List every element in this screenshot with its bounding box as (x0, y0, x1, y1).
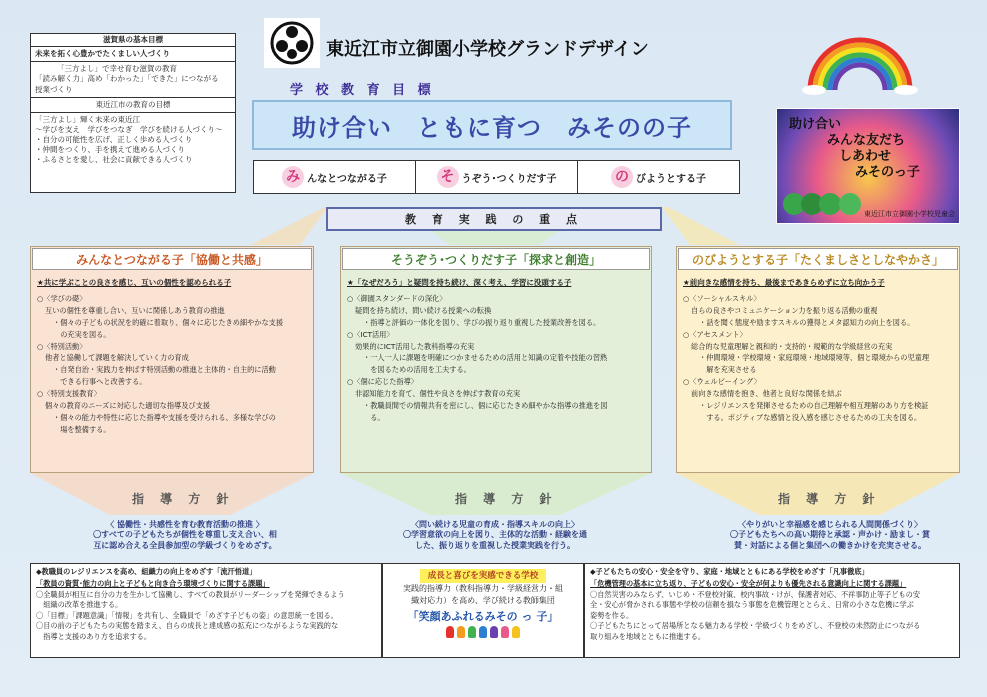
column-line: ○〈特別支援教育〉 (37, 389, 101, 398)
funnel-top-3 (662, 207, 740, 245)
illu-line: しあわせ (839, 149, 892, 164)
illu-line: みんな友だち (827, 133, 906, 148)
column-line: 非認知能力を育て、個性や良さを伸ばす教育の充実 (355, 389, 521, 398)
guidance-label: 指 導 方 針 (778, 492, 881, 506)
column-line: ・個々の能力や特性に応じた指導や支援を受けられる、多様な学びの (53, 412, 276, 422)
guidance-line: した、振り返りを重視した授業実践を行う。 (415, 540, 575, 550)
school-title: 東近江市立御園小学校グランドデザイン (326, 39, 649, 60)
safety-box (584, 563, 960, 658)
city-heading: 東近江市の教育の目標 (31, 98, 235, 113)
pillar-text: うぞう･つくりだす子 (461, 173, 557, 185)
child-figure-icon (457, 626, 465, 638)
column-line: ・話を聞く態度や励ますスキルの獲得とメタ認知力の向上を図る。 (699, 317, 915, 327)
children-illustration (776, 108, 960, 224)
guidance-line: 〈問い続ける児童の育成・指導スキルの向上〉 (411, 520, 579, 529)
child-figure-icon (446, 626, 454, 638)
pillar-char: の (611, 166, 633, 188)
column-line: 総合的な児童理解と親和的・支持的・規範的な学級経営の充実 (691, 341, 893, 351)
pillar-text: びようとする子 (636, 173, 706, 185)
pillar-char: み (282, 166, 304, 188)
box-heading: 成長と喜びを実感できる学校 (420, 569, 547, 583)
guidance-line: 〇学習意欲の向上を図り、主体的な活動・経験を通 (403, 530, 587, 540)
child-figure-icon (501, 626, 509, 638)
child-figure-icon (512, 626, 520, 638)
pillar-char: そ (437, 166, 459, 188)
box-line: 全・安心が脅かされる事態や学校の信頼を損なう事態を危機管理ととらえ、日常の小さな危機に学ぶ (590, 600, 914, 610)
column-line: 解を充実させる (699, 365, 757, 375)
column-create (340, 246, 652, 473)
column-line: の充実を図る。 (53, 329, 111, 339)
focus-banner (326, 207, 662, 231)
focus-text: 教 育 実 践 の 重 点 (405, 213, 583, 226)
column-line: ○〈アセスメント〉 (683, 329, 747, 339)
box-line: 取り組みを地域とともに推進する。 (590, 631, 706, 641)
guidance-line: 〇すべての子どもたちが個性を尊重し支え合い、相 (93, 530, 277, 540)
guidance-label: 指 導 方 針 (455, 492, 558, 506)
guidance-line: 賛・対話による個と集団への働きかけを充実させる。 (734, 540, 926, 550)
city-line1: 「三方よし」輝く未来の東近江 (35, 114, 140, 124)
column-line: ○〈個に応じた指導〉 (347, 377, 418, 387)
column-line: ○〈ソーシャルスキル〉 (683, 294, 761, 303)
column-title: そうぞう･つくりだす子「探求と創造」 (342, 248, 650, 270)
column-body (677, 291, 959, 426)
tree-icon (819, 193, 841, 215)
pillar-text: んなとつながる子 (307, 173, 387, 185)
box-line: 〇「目標」「課題意識」「情報」を共有し、全職員で「めざす子どもの姿」の意思統一を図る。 (36, 610, 338, 620)
pillar-mi (254, 161, 416, 193)
rainbow-icon (800, 30, 920, 95)
city-line5: ・ふるさとを愛し、社会に貢献できる人づくり (35, 155, 193, 165)
shiga-line1: 「三方よし」で幸せ育む滋賀の教育 (57, 64, 177, 74)
shiga-line3: 授業づくり (35, 84, 73, 94)
city-line4: ・仲間をつくり、手を携えて進める人づくり (35, 145, 185, 155)
column-line: ○〈学びの礎〉 (37, 294, 87, 303)
funnel-top-1 (250, 207, 328, 245)
pillars (253, 160, 740, 194)
pillar-no (578, 161, 739, 193)
child-figure-icon (468, 626, 476, 638)
column-line: 自らの良さやコミュニケーション力を振り返る活動の重視 (691, 305, 878, 315)
column-line: 疑問を持ち続け、問い続ける授業への転換 (355, 305, 492, 315)
column-subtitle: ★「なぜだろう」と疑問を持ち続け、深く考え、学習に没頭する子 (347, 278, 572, 287)
guidance-line: 〇子どもたちへの高い期待と承認・声かけ・励まし・賞 (730, 530, 930, 540)
box-line: 姿勢を作る。 (590, 610, 634, 620)
child-figure-icon (479, 626, 487, 638)
box-line: 〇子どもたちにとって居場所となる魅力ある学校・学級づくりをめざし、不登校の未然防止につながる (590, 621, 921, 631)
column-line: 個々の教育のニーズに対応した適切な指導及び支援 (45, 400, 210, 410)
guidance-text-1 (65, 520, 305, 551)
school-emblem-icon (264, 18, 320, 68)
guidance-text-2 (380, 520, 610, 551)
box-line: 実践的指導力（教科指導力・学級経営力・組 (403, 584, 563, 594)
shiga-goal-section (31, 47, 235, 62)
column-line: ・指導と評価の一体化を図り、学びの振り返り重視した授業改善を図る。 (363, 317, 601, 327)
illu-line: 助け合い (789, 117, 842, 132)
column-line: 場を整備する。 (53, 424, 111, 434)
column-line: る。 (363, 412, 385, 422)
column-line: ○〈ウェルビーイング〉 (683, 377, 761, 387)
box-line: 〇自然災害のみならず、いじめ・不登校対策、校内事故・けが、保護者対応、不祥事防止等子どもの安 (590, 589, 921, 599)
box-line: 〇目の前の子どもたちの実態を踏まえ、自らの成長と達成感の拡充につながるような実践的な (36, 621, 339, 631)
smile-slogan: 「笑顔あふれるみその っ 子」 (407, 609, 559, 623)
illu-line: みそのっ子 (855, 165, 920, 180)
column-line: ○〈御園スタンダードの深化〉 (347, 294, 447, 303)
tree-icon (839, 193, 861, 215)
goal-label: 学 校 教 育 目 標 (290, 83, 435, 98)
policy-box (30, 33, 236, 193)
guidance-text-3 (705, 520, 955, 551)
child-figure-icon (490, 626, 498, 638)
shiga-detail-section (31, 62, 235, 97)
column-body (31, 291, 313, 438)
column-line: する。ポジティブな感情と没入感を感じさせるための工夫を図る。 (699, 412, 922, 422)
box-heading: ◆子どもたちの安心・安全を守り、家庭・地域とともにある学校をめざす「凡事徹底」 (590, 567, 869, 576)
guidance-line: 互に認め合える全員参加型の学級づくりをめざす。 (93, 540, 277, 550)
city-line3: ・自分の可能性を広げ、正しく歩める人づくり (35, 135, 193, 144)
motto-text: 助け合い ともに育つ みそのの子 (292, 113, 692, 142)
pillar-so (416, 161, 578, 193)
guidance-label: 指 導 方 針 (132, 492, 235, 506)
column-line: を図るための活用を工夫する。 (363, 365, 471, 375)
column-line: できる行事へと改善する。 (53, 377, 147, 387)
children-figures (388, 626, 578, 638)
column-title: のびようとする子「たくましさとしなやかさ」 (678, 248, 958, 270)
column-subtitle: ★共に学ぶことの良さを感じ、互いの個性を認められる子 (37, 278, 232, 287)
column-line: 効果的にICT活用した教科指導の充実 (355, 341, 475, 351)
box-subheading: 「危機管理の基本に立ち返り、子どもの安心・安全が何よりも優先される意識向上に関する課題」 (590, 579, 907, 589)
column-subtitle: ★前向きな感情を持ち、最後まであきらめずに立ち向かう子 (683, 278, 885, 287)
column-line: ・レジリエンスを発揮させるための自己理解や相互理解のあり方を検証 (699, 400, 929, 410)
box-line: 〇全職員が相互に自分の力を生かして協働し、すべての教員がリーダーシップを発揮できるよう (36, 589, 345, 599)
column-title: みんなとつながる子「協働と共感」 (32, 248, 312, 270)
illu-caption: 東近江市立御園小学校児童会 (864, 210, 955, 218)
guidance-line: 〈やりがいと幸福感を感じられる人間関係づくり〉 (738, 520, 922, 529)
box-line: 指導と支援のあり方を追求する。 (36, 631, 152, 641)
policy-heading: 滋賀県の基本目標 (31, 34, 235, 47)
column-connect (30, 246, 314, 473)
column-line: ・仲間環境・学校環境・家庭環境・地域環境等、個と環境からの児童理 (699, 353, 930, 363)
column-line: ・個々の子どもの状況を的確に着取り、個々に応じたきめ細やかな支援 (53, 317, 284, 327)
box-heading: ◆教職員のレジリエンスを高め、組織力の向上をめざす「流汗悟道」 (36, 567, 257, 576)
box-line: 織対応力）を高め、学び続ける教師集団 (411, 595, 555, 605)
guidance-line: 〈 協働性・共感性を育む教育活動の推進 〉 (106, 520, 264, 529)
growth-school-box (382, 563, 584, 658)
column-line: 互いの個性を尊重し合い、互いに関係しあう教育の推進 (45, 305, 225, 315)
column-line: ・一人一人に課題を明確につかませるための活用と知識の定着や技能の習熟 (363, 353, 608, 363)
shiga-line2: 「読み解く力」高め「わかった」「できた」につながる (35, 74, 219, 84)
box-subheading: 「教員の資質･能力の向上と子どもと向き合う環境づくりに関する課題」 (36, 579, 270, 589)
column-line: ○〈特別活動〉 (37, 341, 87, 351)
motto-box (252, 100, 732, 150)
column-grow (676, 246, 960, 473)
column-line: ・教職員間での情報共有を密にし、個に応じたきめ細やかな指導の推進を図 (363, 400, 608, 410)
column-line: 前向きな感情を抱き、他者と良好な関係を結ぶ (691, 389, 842, 398)
column-line: ○〈ICT活用〉 (347, 329, 394, 339)
city-detail-section (31, 113, 235, 168)
box-line: 組織の改革を推進する。 (36, 600, 123, 610)
column-body (341, 291, 651, 426)
column-line: 他者と協働して課題を解決していく力の育成 (45, 353, 189, 363)
city-line2: ～学びを支え 学びをつなぎ 学びを続ける人づくり～ (35, 124, 223, 134)
staff-resilience-box (30, 563, 382, 658)
column-line: ・自発自治・実践力を伸ばす特別活動の推進と主体的・自主的に活動 (53, 365, 276, 375)
shiga-goal: 未来を拓く心豊かでたくましい人づくり (35, 49, 170, 59)
